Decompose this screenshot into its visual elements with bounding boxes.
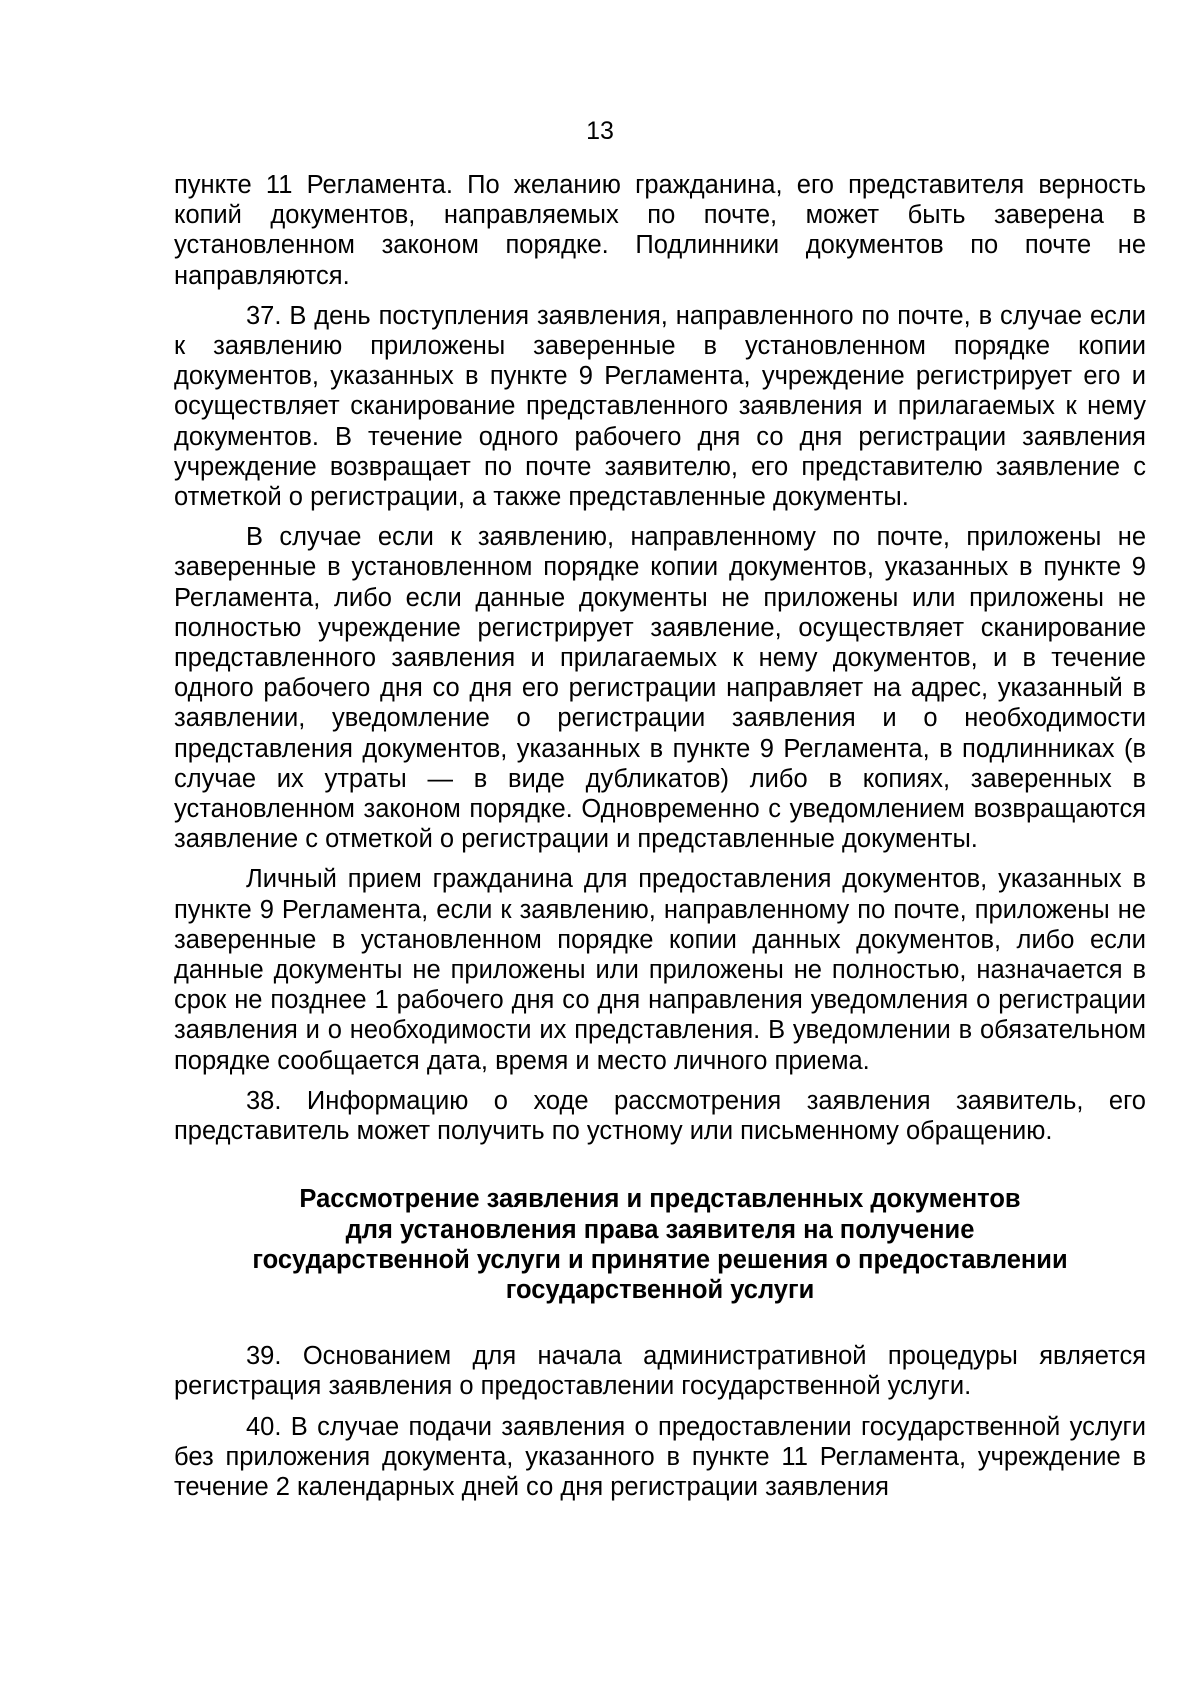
paragraph-39: 39. Основанием для начала административной процедуры является регистрация заявления о предоставлении государственной услуги. [174,1342,1146,1401]
page-number: 13 [586,117,614,145]
section-heading-line: для установления права заявителя на получение [345,1215,975,1244]
section-heading-line: государственной услуги и принятие решения о предоставлении [252,1245,1068,1274]
section-heading [174,1184,1146,1305]
paragraph-37: 37. В день поступления заявления, направленного по почте, в случае если к заявлению приложены заверенные в установленном порядке копии документов, указанных в пункте 9 Регламента, учреждение регистрирует его и осуществляет сканирование представленного заявления и прилагаемых к нему документов. В течение одного рабочего дня со дня регистрации заявления учреждение возвращает по почте заявителю, его представителю заявление с отметкой о регистрации, а также представленные документы. [174,301,1146,512]
document-body [174,170,1146,1512]
paragraph-38: 38. Информацию о ходе рассмотрения заявления заявитель, его представитель может получить по устному или письменному обращению. [174,1086,1146,1146]
paragraph-40: 40. В случае подачи заявления о предоставлении государственной услуги без приложения документа, указанного в пункте 11 Регламента, учреждение в течение 2 календарных дней со дня регистрации заявления [174,1412,1146,1501]
paragraph-37-unverified-copies: В случае если к заявлению, направленному по почте, приложены не заверенные в установленном порядке копии документов, указанных в пункте 9 Регламента, либо если данные документы не приложены или приложены не полностью учреждение регистрирует заявление, осуществляет сканирование представленного заявления и прилагаемых к нему документов, и в течение одного рабочего дня со дня его регистрации направляет на адрес, указанный в заявлении, уведомление о регистрации заявления и о необходимости представления документов, указанных в пункте 9 Регламента, в подлинниках (в случае их утраты — в виде дубликатов) либо в копиях, заверенных в установленном законом порядке. Одновременно с уведомлением возвращаются заявление с отметкой о регистрации и представленные документы. [174,523,1146,854]
paragraph-continuation: пункте 11 Регламента. По желанию гражданина, его представителя верность копий документов, направляемых по почте, может быть заверена в установленном законом порядке. Подлинники документов по почте не направляются. [174,171,1146,290]
section-heading-line: государственной услуги [505,1275,815,1304]
paragraph-37-personal-reception: Личный прием гражданина для предоставления документов, указанных в пункте 9 Регламента, если к заявлению, направленному по почте, приложены не заверенные в установленном порядке копии данных документов, либо если данные документы не приложены или приложены не полностью, назначается в срок не позднее 1 рабочего дня со дня направления уведомления о регистрации заявления и о необходимости их представления. В уведомлении в обязательном порядке сообщается дата, время и место личного приема. [174,865,1146,1075]
section-heading-line: Рассмотрение заявления и представленных документов [299,1185,1021,1214]
